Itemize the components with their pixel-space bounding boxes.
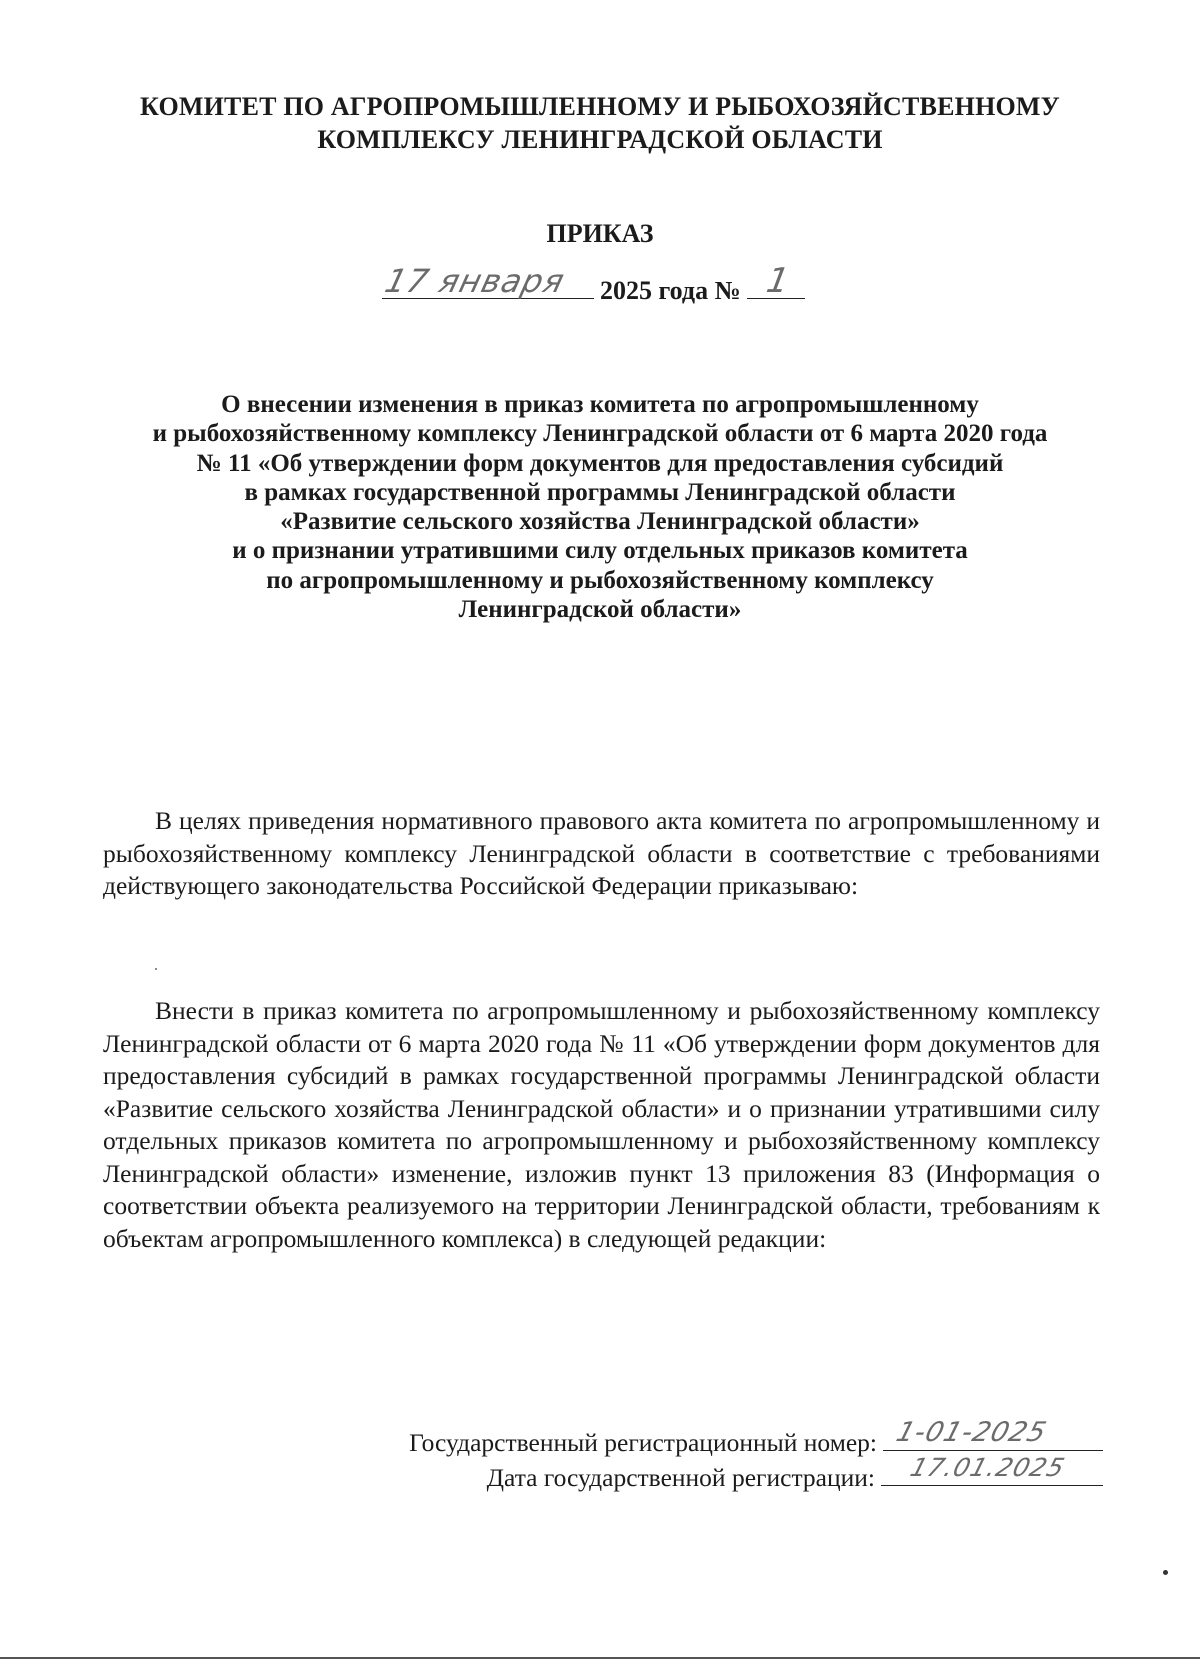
- scan-speck: [1163, 1570, 1168, 1575]
- order-date-line: [381, 261, 805, 320]
- registration-date-line: [486, 1453, 1103, 1493]
- handwritten-order-number: 1: [763, 261, 792, 301]
- registration-number-label: Государственный регистрационный номер:: [409, 1428, 877, 1457]
- document-title: [60, 390, 1140, 624]
- registration-number-field: [883, 1417, 1103, 1451]
- document-type-heading: ПРИКАЗ: [546, 219, 654, 248]
- handwritten-registration-number: 1-01-2025: [892, 1417, 1051, 1448]
- registration-date-label: Дата государственной регистрации:: [486, 1463, 875, 1492]
- scan-speck: [155, 968, 157, 970]
- order-paragraph: Внести в приказ комитета по агропромышленному и рыбохозяйственному комплексу Ленинградской области от 6 марта 2020 года № 11 «Об утверждении форм документов для предоставления субсидий в рамках государственной программы Ленинградской области «Развитие сельского хозяйства Ленинградской области» и о признании утратившими силу отдельных приказов комитета по агропромышленному и рыбохозяйственному комплексу Ленинградской области» изменение, изложив пункт 13 приложения 83 (Информация о соответствии объекта реализуемого на территории Ленинградской области, требованиям к объектам агропромышленного комплекса) в следующей редакции:: [103, 996, 1100, 1253]
- preamble-paragraph: В целях приведения нормативного правового акта комитета по агропромышленному и рыбохозяйственному комплексу Ленинградской области в соответствие с требованиями действующего законодательства Российской Федерации приказываю:: [103, 806, 1100, 900]
- handwritten-registration-date: 17.01.2025: [906, 1453, 1069, 1482]
- title-line: по агропромышленному и рыбохозяйственному комплексу: [266, 566, 934, 594]
- order-number-field: [747, 261, 805, 301]
- title-line: и рыбохозяйственному комплексу Ленинградской области от 6 марта 2020 года: [152, 420, 1048, 448]
- registration-date-field: [881, 1453, 1103, 1486]
- order-year-label: 2025 года №: [600, 276, 741, 305]
- scan-edge-line: [0, 1657, 1200, 1659]
- organization-name: [80, 90, 1120, 156]
- title-line: О внесении изменения в приказ комитета по агропромышленному: [221, 391, 979, 418]
- title-line: № 11 «Об утверждении форм документов для предоставления субсидий: [196, 449, 1004, 477]
- title-line: в рамках государственной программы Ленинградской области: [244, 478, 956, 506]
- title-line: «Развитие сельского хозяйства Ленинградской области»: [280, 508, 920, 536]
- organization-name-line-1: КОМИТЕТ ПО АГРОПРОМЫШЛЕННОМУ И РЫБОХОЗЯЙСТВЕННОМУ: [140, 92, 1060, 121]
- organization-name-line-2: КОМПЛЕКСУ ЛЕНИНГРАДСКОЙ ОБЛАСТИ: [317, 125, 883, 154]
- order-date-field: [381, 262, 594, 300]
- title-line: Ленинградской области»: [458, 596, 742, 624]
- handwritten-order-date: 17 января: [381, 262, 569, 300]
- title-line: и о признании утратившими силу отдельных приказов комитета: [232, 537, 968, 565]
